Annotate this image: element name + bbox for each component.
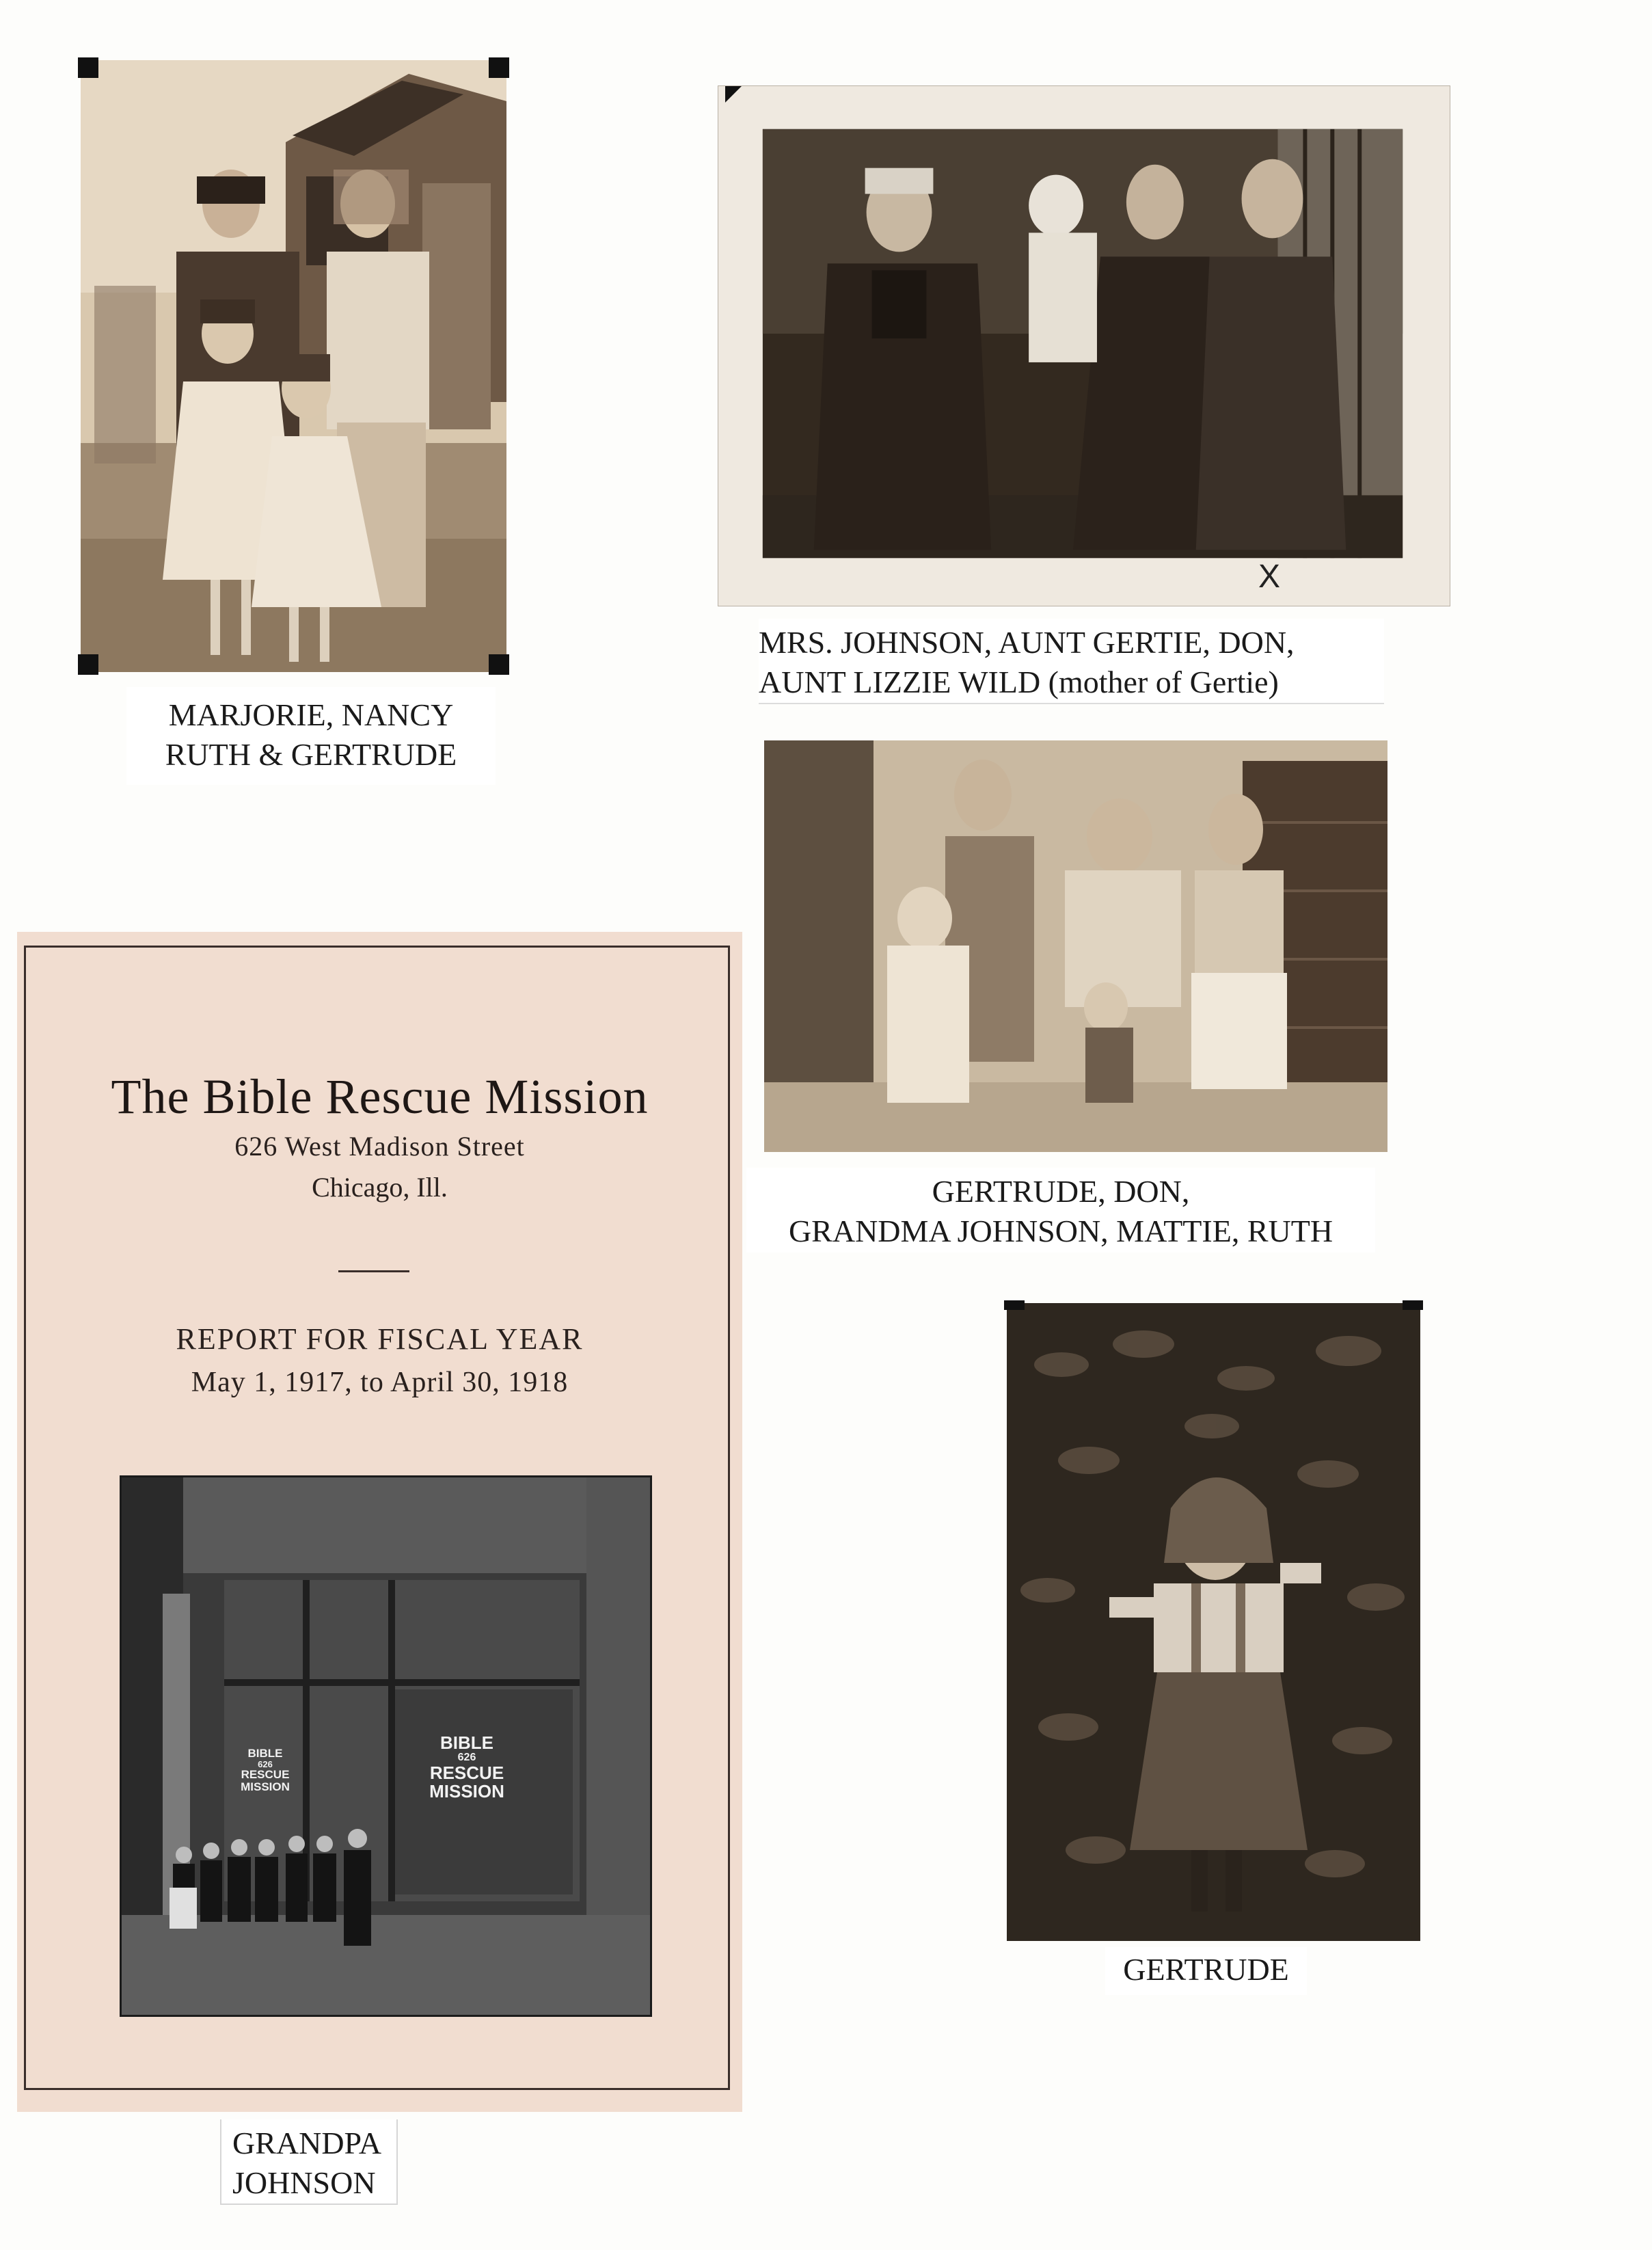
caption-line: GERTRUDE xyxy=(1123,1952,1289,1987)
booklet-address-city: Chicago, Ill. xyxy=(312,1172,448,1203)
storefront-image xyxy=(122,1477,650,2015)
photo-corner xyxy=(78,57,98,78)
window-sign-left xyxy=(224,1747,306,1793)
caption-line: MRS. JOHNSON, AUNT GERTIE, DON, xyxy=(759,625,1295,660)
window-sign-right xyxy=(395,1734,539,1802)
photo4-image xyxy=(1007,1303,1420,1941)
booklet-title: The Bible Rescue Mission xyxy=(111,1069,649,1124)
photo-corner xyxy=(489,57,509,78)
booklet-divider xyxy=(338,1270,409,1272)
caption-photo3 xyxy=(746,1168,1375,1253)
photo-mrs-johnson-aunt-gertie-don-aunt-lizzie xyxy=(718,85,1450,606)
photo-corner xyxy=(1403,1300,1423,1310)
photo2-mark: X xyxy=(1258,559,1281,595)
caption-line: JOHNSON xyxy=(232,2165,376,2200)
sign-line: RESCUE MISSION xyxy=(429,1763,504,1802)
photo1-image xyxy=(81,60,506,672)
caption-line: RUTH & GERTRUDE xyxy=(165,737,457,772)
photo2-image xyxy=(718,86,1450,606)
photo-gertrude-don-grandma-johnson-mattie-ruth xyxy=(764,740,1387,1152)
booklet-report-heading: REPORT FOR FISCAL YEAR xyxy=(176,1322,584,1356)
caption-line: GRANDPA xyxy=(232,2126,382,2160)
photo-gertrude xyxy=(1007,1303,1420,1941)
mission-report-booklet xyxy=(17,932,742,2112)
caption-line: GRANDMA JOHNSON, MATTIE, RUTH xyxy=(788,1214,1333,1248)
sign-line: 626 xyxy=(457,1752,476,1764)
sign-line: RESCUE MISSION xyxy=(241,1768,290,1794)
booklet-report-dates: May 1, 1917, to April 30, 1918 xyxy=(191,1367,569,1398)
photo-marjorie-nancy-ruth-gertrude xyxy=(81,60,506,672)
caption-photo4 xyxy=(1105,1947,1307,1995)
booklet-address-street: 626 West Madison Street xyxy=(234,1131,525,1162)
sign-line: BIBLE xyxy=(440,1732,493,1753)
sign-line: 626 xyxy=(258,1758,273,1769)
caption-photo2 xyxy=(759,619,1384,704)
photo-corner xyxy=(78,654,98,675)
caption-line: GERTRUDE, DON, xyxy=(932,1174,1190,1209)
sign-line: BIBLE xyxy=(247,1747,283,1760)
photo-corner xyxy=(1004,1300,1025,1310)
photo3-image xyxy=(764,740,1387,1152)
caption-booklet xyxy=(220,2119,398,2205)
caption-photo1 xyxy=(126,687,496,785)
photo-corner xyxy=(489,654,509,675)
mission-storefront-photo xyxy=(120,1475,652,2017)
caption-line: MARJORIE, NANCY xyxy=(168,697,454,732)
caption-line: AUNT LIZZIE WILD (mother of Gertie) xyxy=(759,665,1279,699)
